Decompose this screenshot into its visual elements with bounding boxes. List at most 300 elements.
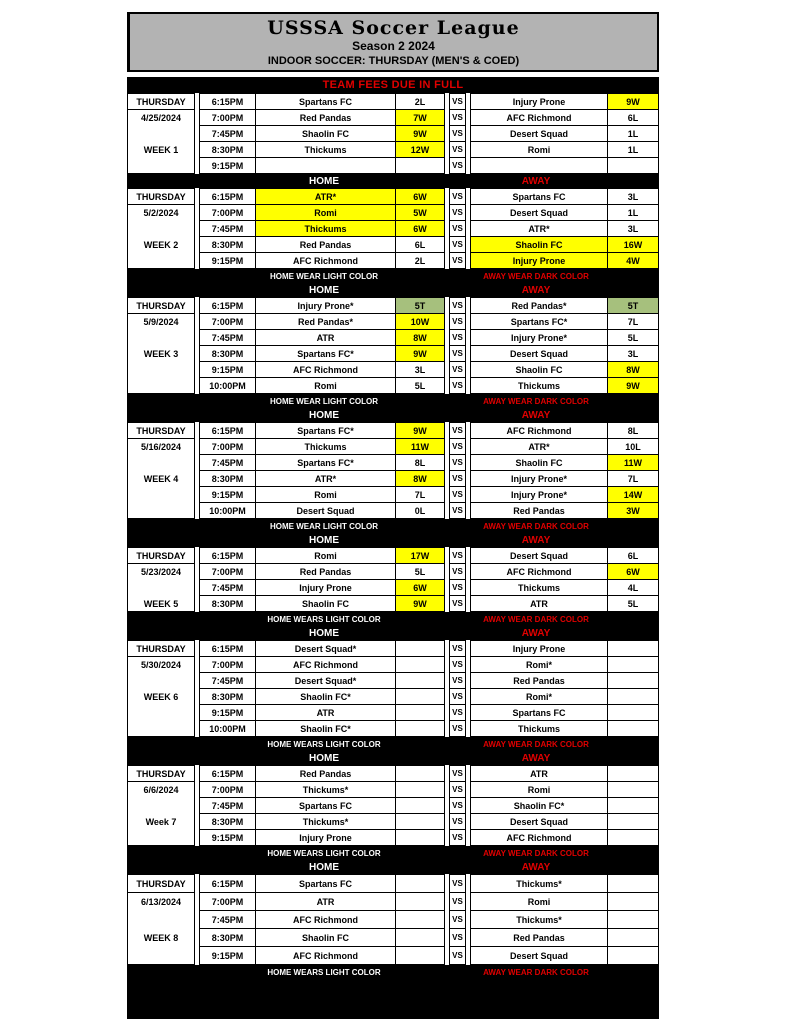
vs-label: VS — [452, 489, 463, 499]
away-team-cell: Red Pandas — [513, 932, 565, 943]
league-header — [127, 12, 659, 72]
vs-row — [450, 189, 465, 204]
home-score-cell: 7W — [395, 110, 444, 125]
match-row-away — [471, 672, 658, 688]
vs-label: VS — [452, 255, 463, 265]
away-score-cell: 11W — [607, 455, 658, 470]
away-bar-label: AWAY WEAR DARK COLOR — [483, 614, 589, 624]
week-block — [127, 422, 659, 547]
vs-row — [450, 298, 465, 313]
home-team-cell — [255, 158, 395, 173]
vs-row — [450, 157, 465, 173]
match-row-away — [471, 563, 658, 579]
away-team-cell: Thickums* — [516, 878, 562, 889]
home-bar-label: HOME — [309, 284, 339, 296]
home-team-cell: ATR — [255, 893, 395, 910]
away-bar-label: AWAY — [521, 284, 551, 296]
match-row-away — [471, 454, 658, 470]
match-row-home — [200, 141, 444, 157]
vs-label: VS — [452, 675, 463, 685]
match-row-away — [471, 94, 658, 109]
match-row-away — [471, 252, 658, 268]
time-cell: 7:45PM — [211, 800, 244, 811]
time-cell: 9:15PM — [211, 255, 244, 266]
vs-row — [450, 656, 465, 672]
away-team-cell: Desert Squad — [509, 816, 569, 827]
home-bar-label: HOME WEARS LIGHT COLOR — [267, 739, 381, 749]
home-section — [199, 640, 445, 737]
time-cell: 8:30PM — [211, 144, 244, 155]
vs-row — [450, 502, 465, 518]
away-score-cell — [607, 814, 658, 829]
match-row-home — [200, 298, 444, 313]
vs-label: VS — [452, 550, 463, 560]
home-team-cell: Red Pandas — [255, 110, 395, 125]
match-row-home — [200, 892, 444, 910]
away-team-cell: Injury Prone — [512, 96, 566, 107]
date-row — [128, 579, 194, 595]
vs-label: VS — [452, 112, 463, 122]
vs-row — [450, 236, 465, 252]
date-column — [127, 765, 195, 846]
home-bar-label: HOME — [309, 175, 339, 187]
home-team-cell: ATR — [255, 705, 395, 720]
date-spacer — [128, 798, 194, 813]
match-row-away — [471, 236, 658, 252]
vs-row — [450, 595, 465, 611]
match-row-away — [471, 298, 658, 313]
away-score-cell: 9W — [607, 94, 658, 109]
week-block — [127, 297, 659, 422]
match-row-home — [200, 438, 444, 454]
home-score-cell — [395, 158, 444, 173]
away-score-cell — [607, 798, 658, 813]
weeks-container — [127, 93, 659, 1019]
week-grid — [127, 874, 659, 965]
week-label: WEEK 5 — [143, 598, 179, 609]
away-section — [470, 765, 659, 846]
match-row-home — [200, 813, 444, 829]
home-team-cell: Desert Squad* — [255, 673, 395, 688]
date-column — [127, 874, 195, 965]
date-row — [128, 423, 194, 438]
vs-label: VS — [452, 950, 463, 960]
vs-row — [450, 438, 465, 454]
vs-row — [450, 204, 465, 220]
away-team-cell: Thickums — [517, 380, 560, 391]
away-section — [470, 547, 659, 612]
date-column — [127, 640, 195, 737]
date-spacer — [128, 721, 194, 736]
away-team-cell: Shaolin FC* — [513, 800, 565, 811]
home-team-cell: AFC Richmond — [255, 253, 395, 268]
home-score-cell: 17W — [395, 548, 444, 563]
day-label: THURSDAY — [136, 191, 186, 202]
vs-row — [450, 329, 465, 345]
home-score-cell: 6W — [395, 189, 444, 204]
home-team-cell: AFC Richmond — [255, 657, 395, 672]
away-section — [470, 422, 659, 519]
away-score-cell: 6W — [607, 564, 658, 579]
date-row — [128, 345, 194, 361]
away-team-cell: Desert Squad — [509, 550, 569, 561]
match-row-home — [200, 875, 444, 892]
vs-row — [450, 579, 465, 595]
away-team-cell: AFC Richmond — [506, 566, 572, 577]
vs-label: VS — [452, 380, 463, 390]
week-block — [127, 640, 659, 765]
date-row — [128, 252, 194, 268]
time-cell: 10:00PM — [209, 505, 246, 516]
date-column — [127, 422, 195, 519]
time-cell: 10:00PM — [209, 723, 246, 734]
vs-row — [450, 781, 465, 797]
match-row-away — [471, 377, 658, 393]
match-row-away — [471, 438, 658, 454]
week-label: WEEK 2 — [143, 239, 179, 250]
vs-label: VS — [452, 659, 463, 669]
date-label: 5/23/2024 — [140, 566, 182, 577]
date-row — [128, 928, 194, 946]
date-row — [128, 797, 194, 813]
away-team-cell: Desert Squad — [509, 950, 569, 961]
home-bar-label: HOME WEAR LIGHT COLOR — [270, 521, 378, 531]
away-team-cell — [471, 158, 607, 173]
match-row-home — [200, 94, 444, 109]
time-cell: 7:00PM — [211, 784, 244, 795]
home-team-cell: AFC Richmond — [255, 362, 395, 377]
away-score-cell: 6L — [607, 548, 658, 563]
date-row — [128, 454, 194, 470]
date-row — [128, 910, 194, 928]
day-label: THURSDAY — [136, 300, 186, 311]
day-label: THURSDAY — [136, 96, 186, 107]
date-row — [128, 377, 194, 393]
home-score-cell: 6W — [395, 580, 444, 595]
match-row-home — [200, 470, 444, 486]
vs-row — [450, 563, 465, 579]
match-row-home — [200, 157, 444, 173]
match-row-away — [471, 189, 658, 204]
home-bar-label: HOME — [309, 534, 339, 546]
away-score-cell: 8W — [607, 362, 658, 377]
match-row-home — [200, 109, 444, 125]
match-row-home — [200, 486, 444, 502]
date-spacer — [128, 487, 194, 502]
date-row — [128, 875, 194, 892]
week-grid — [127, 640, 659, 737]
away-team-cell: Red Pandas — [513, 675, 565, 686]
home-team-cell: ATR* — [255, 471, 395, 486]
vs-row — [450, 377, 465, 393]
home-score-cell: 8L — [395, 455, 444, 470]
week-label: Week 7 — [145, 816, 177, 827]
date-row — [128, 109, 194, 125]
vs-column — [449, 188, 466, 269]
away-score-cell: 6L — [607, 110, 658, 125]
week-block — [127, 93, 659, 188]
away-bar-label: AWAY — [521, 409, 551, 421]
vs-row — [450, 548, 465, 563]
vs-label: VS — [452, 723, 463, 733]
away-score-cell: 7L — [607, 471, 658, 486]
separator-bar — [127, 626, 659, 640]
away-score-cell: 9W — [607, 378, 658, 393]
home-team-cell: Red Pandas — [255, 237, 395, 252]
season-label: Season 2 2024 — [352, 39, 435, 53]
separator-bar — [127, 751, 659, 765]
home-score-cell — [395, 673, 444, 688]
away-team-cell: Romi — [527, 896, 551, 907]
home-team-cell: Romi — [255, 548, 395, 563]
vs-row — [450, 423, 465, 438]
home-score-cell: 3L — [395, 362, 444, 377]
time-cell: 8:30PM — [211, 691, 244, 702]
vs-row — [450, 252, 465, 268]
vs-column — [449, 297, 466, 394]
away-team-cell: Shaolin FC — [515, 364, 563, 375]
home-team-cell: Romi — [255, 378, 395, 393]
time-cell: 9:15PM — [211, 832, 244, 843]
week-label: WEEK 4 — [143, 473, 179, 484]
week-grid — [127, 765, 659, 846]
home-score-cell: 9W — [395, 126, 444, 141]
time-cell: 7:45PM — [211, 128, 244, 139]
match-row-away — [471, 829, 658, 845]
date-label: 5/16/2024 — [140, 441, 182, 452]
vs-row — [450, 813, 465, 829]
home-score-cell: 9W — [395, 596, 444, 611]
home-team-cell: Spartans FC — [255, 875, 395, 892]
separator-bar — [127, 737, 659, 751]
match-row-away — [471, 204, 658, 220]
home-bar-label: HOME — [309, 627, 339, 639]
match-row-home — [200, 910, 444, 928]
vs-label: VS — [452, 128, 463, 138]
away-team-cell: ATR — [530, 768, 548, 779]
week-block — [127, 874, 659, 1019]
home-team-cell: Spartans FC — [255, 94, 395, 109]
week-label: WEEK 8 — [143, 932, 179, 943]
home-team-cell: Desert Squad — [255, 503, 395, 518]
vs-label: VS — [452, 441, 463, 451]
away-team-cell: Romi* — [525, 691, 552, 702]
away-score-cell — [607, 705, 658, 720]
home-score-cell: 5L — [395, 378, 444, 393]
date-spacer — [128, 455, 194, 470]
match-row-home — [200, 595, 444, 611]
match-row-away — [471, 910, 658, 928]
home-section — [199, 765, 445, 846]
vs-label: VS — [452, 878, 463, 888]
separator-bar — [127, 394, 659, 408]
date-row — [128, 688, 194, 704]
home-score-cell — [395, 911, 444, 928]
match-row-home — [200, 313, 444, 329]
date-spacer — [128, 221, 194, 236]
match-row-away — [471, 345, 658, 361]
home-section — [199, 422, 445, 519]
match-row-home — [200, 688, 444, 704]
time-cell: 6:15PM — [211, 191, 244, 202]
away-score-cell — [607, 673, 658, 688]
vs-label: VS — [452, 816, 463, 826]
date-row — [128, 720, 194, 736]
time-cell: 6:15PM — [211, 878, 244, 889]
vs-row — [450, 892, 465, 910]
vs-label: VS — [452, 914, 463, 924]
vs-label: VS — [452, 96, 463, 106]
away-team-cell: Romi* — [525, 659, 552, 670]
vs-row — [450, 829, 465, 845]
away-team-cell: Shaolin FC — [471, 237, 607, 252]
date-row — [128, 813, 194, 829]
vs-row — [450, 454, 465, 470]
vs-row — [450, 220, 465, 236]
time-cell: 7:00PM — [211, 659, 244, 670]
away-score-cell: 10L — [607, 439, 658, 454]
vs-label: VS — [452, 505, 463, 515]
home-team-cell: Red Pandas — [255, 766, 395, 781]
date-label: 6/6/2024 — [143, 784, 179, 795]
vs-column — [449, 640, 466, 737]
match-row-away — [471, 688, 658, 704]
home-team-cell: Injury Prone — [255, 580, 395, 595]
home-score-cell: 9W — [395, 346, 444, 361]
home-team-cell: AFC Richmond — [255, 911, 395, 928]
vs-label: VS — [452, 598, 463, 608]
vs-label: VS — [452, 191, 463, 201]
home-team-cell: Red Pandas* — [255, 314, 395, 329]
vs-row — [450, 720, 465, 736]
day-label: THURSDAY — [136, 768, 186, 779]
away-bar-label: AWAY WEAR DARK COLOR — [483, 521, 589, 531]
vs-label: VS — [452, 160, 463, 170]
vs-column — [449, 547, 466, 612]
match-row-away — [471, 313, 658, 329]
away-bar-label: AWAY — [521, 861, 551, 873]
date-row — [128, 157, 194, 173]
vs-label: VS — [452, 348, 463, 358]
date-row — [128, 781, 194, 797]
match-row-away — [471, 946, 658, 964]
time-cell: 9:15PM — [211, 364, 244, 375]
date-row — [128, 204, 194, 220]
home-score-cell: 12W — [395, 142, 444, 157]
home-section — [199, 188, 445, 269]
home-bar-label: HOME WEAR LIGHT COLOR — [270, 271, 378, 281]
date-spacer — [128, 947, 194, 964]
away-section — [470, 297, 659, 394]
time-cell: 7:45PM — [211, 675, 244, 686]
week-block — [127, 765, 659, 874]
day-label: THURSDAY — [136, 425, 186, 436]
vs-row — [450, 688, 465, 704]
home-team-cell: ATR* — [255, 189, 395, 204]
home-bar-label: HOME — [309, 861, 339, 873]
week-grid — [127, 422, 659, 519]
home-score-cell — [395, 641, 444, 656]
time-cell: 9:15PM — [211, 489, 244, 500]
vs-column — [449, 765, 466, 846]
date-spacer — [128, 330, 194, 345]
match-row-away — [471, 928, 658, 946]
separator-bar — [127, 408, 659, 422]
date-spacer — [128, 830, 194, 845]
date-row — [128, 502, 194, 518]
date-row — [128, 766, 194, 781]
time-cell: 7:45PM — [211, 582, 244, 593]
vs-column — [449, 93, 466, 174]
match-row-away — [471, 875, 658, 892]
date-row — [128, 298, 194, 313]
away-score-cell: 3L — [607, 346, 658, 361]
vs-label: VS — [452, 364, 463, 374]
time-cell: 6:15PM — [211, 643, 244, 654]
date-spacer — [128, 705, 194, 720]
away-team-cell: Spartans FC — [512, 707, 566, 718]
date-column — [127, 547, 195, 612]
match-row-home — [200, 641, 444, 656]
match-row-home — [200, 204, 444, 220]
home-team-cell: Thickums — [255, 439, 395, 454]
home-score-cell — [395, 798, 444, 813]
away-score-cell — [607, 657, 658, 672]
away-team-cell: Thickums — [517, 582, 560, 593]
match-row-away — [471, 141, 658, 157]
match-row-away — [471, 766, 658, 781]
vs-label: VS — [452, 691, 463, 701]
time-cell: 7:00PM — [211, 112, 244, 123]
separator-bar — [127, 965, 659, 979]
match-row-home — [200, 125, 444, 141]
vs-row — [450, 94, 465, 109]
match-row-home — [200, 579, 444, 595]
time-cell: 6:15PM — [211, 425, 244, 436]
match-row-away — [471, 656, 658, 672]
date-spacer — [128, 503, 194, 518]
home-team-cell: Thickums* — [255, 782, 395, 797]
match-row-away — [471, 813, 658, 829]
bottom-black-area — [127, 979, 659, 1019]
separator-bar — [127, 519, 659, 533]
day-label: THURSDAY — [136, 643, 186, 654]
away-bar-label: AWAY — [521, 627, 551, 639]
away-score-cell — [607, 929, 658, 946]
match-row-away — [471, 157, 658, 173]
vs-row — [450, 704, 465, 720]
vs-row — [450, 875, 465, 892]
date-row — [128, 656, 194, 672]
separator-bar — [127, 283, 659, 297]
vs-label: VS — [452, 457, 463, 467]
date-row — [128, 704, 194, 720]
away-score-cell — [607, 893, 658, 910]
date-spacer — [128, 126, 194, 141]
home-team-cell: Thickums — [255, 142, 395, 157]
day-label: THURSDAY — [136, 550, 186, 561]
date-row — [128, 470, 194, 486]
home-score-cell: 0L — [395, 503, 444, 518]
time-cell: 8:30PM — [211, 816, 244, 827]
vs-label: VS — [452, 144, 463, 154]
division-label: INDOOR SOCCER: THURSDAY (MEN'S & COED) — [267, 55, 520, 67]
match-row-home — [200, 189, 444, 204]
date-row — [128, 220, 194, 236]
home-score-cell: 5T — [395, 298, 444, 313]
vs-label: VS — [452, 896, 463, 906]
date-spacer — [128, 911, 194, 928]
